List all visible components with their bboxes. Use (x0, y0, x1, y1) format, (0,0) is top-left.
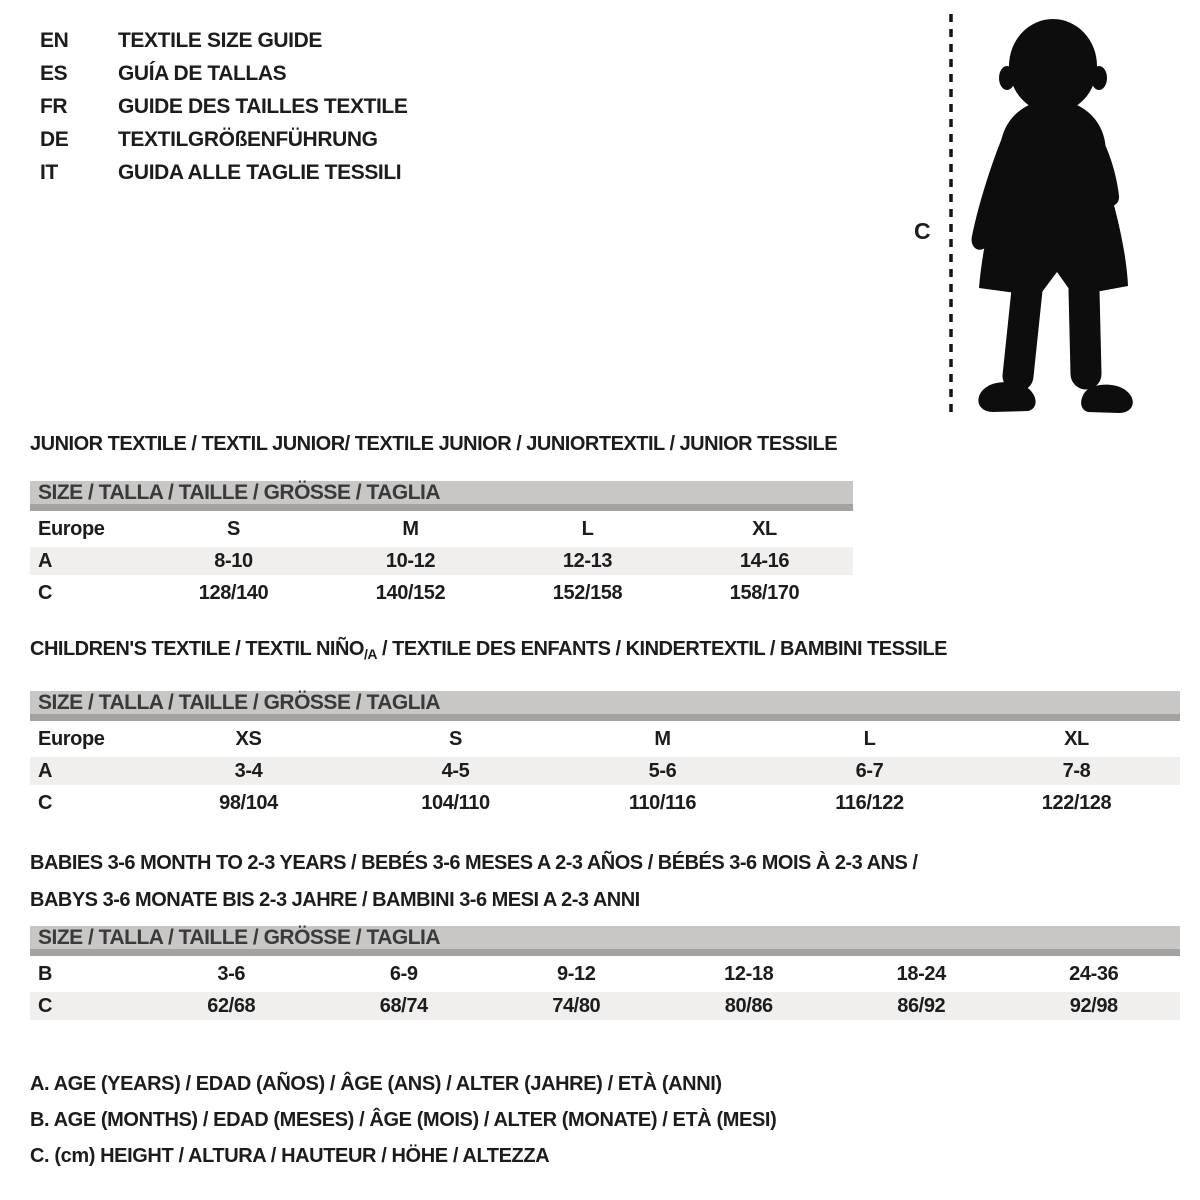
row-label: Europe (38, 727, 105, 750)
guide-title: TEXTILGRÖßENFÜHRUNG (118, 127, 378, 151)
cell: 18-24 (896, 962, 946, 985)
cell: 68/74 (379, 994, 428, 1017)
cell: 3-4 (234, 759, 263, 782)
row-label: C (38, 581, 53, 604)
row-label: C (38, 994, 53, 1017)
cell: 152/158 (552, 581, 623, 604)
table-row (30, 992, 1180, 1020)
cell: 74/80 (552, 994, 601, 1017)
cell: 92/98 (1069, 994, 1118, 1017)
cell: 10-12 (385, 549, 436, 572)
heading-line: BABIES 3-6 MONTH TO 2-3 YEARS / BEBÉS 3-6 MESES A 2-3 AÑOS / BÉBÉS 3-6 MOIS À 2-3 ANS / (30, 852, 918, 874)
table-row (30, 757, 1180, 785)
cell: 104/110 (421, 791, 490, 814)
table-row (30, 789, 1180, 817)
table-row (30, 515, 853, 543)
cell: 12-18 (724, 962, 774, 985)
cell: XL (752, 517, 777, 540)
cell: 62/68 (207, 994, 256, 1017)
row-label: B (38, 962, 53, 985)
cell: S (449, 727, 462, 750)
cell: XL (1064, 727, 1089, 750)
children-size-table (30, 691, 1180, 817)
babies-section-heading (30, 845, 917, 919)
height-measure-label: C (914, 218, 931, 244)
cell: 9-12 (557, 962, 596, 985)
junior-size-table (30, 481, 853, 607)
row-label: Europe (38, 517, 105, 540)
language-row (40, 123, 407, 156)
language-code: IT (40, 160, 58, 184)
measure-legend (30, 1066, 776, 1174)
cell: 6-9 (389, 962, 418, 985)
cell: 6-7 (855, 759, 884, 782)
row-label: C (38, 791, 53, 814)
language-code: FR (40, 94, 68, 118)
cell: 24-36 (1069, 962, 1119, 985)
language-code: DE (40, 127, 69, 151)
size-header-band: SIZE / TALLA / TAILLE / GRÖSSE / TAGLIA (30, 926, 1180, 956)
heading-text: CHILDREN'S TEXTILE / TEXTIL NIÑO (30, 638, 364, 660)
cell: 3-6 (217, 962, 246, 985)
guide-title: GUIDA ALLE TAGLIE TESSILI (118, 160, 402, 184)
cell: 122/128 (1041, 791, 1112, 814)
size-header-band: SIZE / TALLA / TAILLE / GRÖSSE / TAGLIA (30, 691, 1180, 721)
cell: 80/86 (724, 994, 773, 1017)
cell: 7-8 (1062, 759, 1091, 782)
language-code: ES (40, 61, 68, 85)
guide-title: GUÍA DE TALLAS (118, 61, 287, 85)
toddler-silhouette-icon (935, 8, 1190, 420)
cell: 128/140 (198, 581, 269, 604)
row-label: A (38, 549, 53, 572)
heading-line: BABYS 3-6 MONATE BIS 2-3 JAHRE / BAMBINI 3-6 MESI A 2-3 ANNI (30, 889, 640, 911)
cell: 116/122 (835, 791, 904, 814)
language-code: EN (40, 28, 69, 52)
cell: XS (235, 727, 262, 750)
guide-title: GUIDE DES TAILLES TEXTILE (118, 94, 408, 118)
language-title-list (40, 24, 407, 189)
cell: 4-5 (441, 759, 470, 782)
legend-line-b: B. AGE (MONTHS) / EDAD (MESES) / ÂGE (MOIS) / ALTER (MONATE) / ETÀ (MESI) (30, 1109, 777, 1131)
child-height-figure (910, 8, 1195, 422)
cell: M (654, 727, 671, 750)
table-row (30, 725, 1180, 753)
legend-line-c: C. (cm) HEIGHT / ALTURA / HAUTEUR / HÖHE / ALTEZZA (30, 1145, 550, 1167)
heading-text: / TEXTILE DES ENFANTS / KINDERTEXTIL / BAMBINI TESSILE (376, 638, 947, 660)
table-row (30, 579, 853, 607)
heading-subscript: /A (363, 646, 377, 662)
babies-size-table (30, 926, 1180, 1020)
size-header-band: SIZE / TALLA / TAILLE / GRÖSSE / TAGLIA (30, 481, 853, 511)
legend-line-a: A. AGE (YEARS) / EDAD (AÑOS) / ÂGE (ANS) / ALTER (JAHRE) / ETÀ (ANNI) (30, 1073, 722, 1095)
table-row (30, 547, 853, 575)
cell: 86/92 (897, 994, 946, 1017)
guide-title: TEXTILE SIZE GUIDE (118, 28, 322, 52)
cell: 98/104 (219, 791, 278, 814)
language-row (40, 57, 407, 90)
cell: 158/170 (729, 581, 800, 604)
table-row (30, 960, 1180, 988)
cell: L (581, 517, 594, 540)
cell: M (402, 517, 419, 540)
cell: L (863, 727, 876, 750)
cell: 140/152 (375, 581, 446, 604)
junior-section-heading: JUNIOR TEXTILE / TEXTIL JUNIOR/ TEXTILE JUNIOR / JUNIORTEXTIL / JUNIOR TESSILE (30, 433, 838, 455)
row-label: A (38, 759, 53, 782)
children-section-heading (30, 638, 947, 661)
language-row (40, 156, 407, 189)
language-row (40, 24, 407, 57)
cell: 5-6 (648, 759, 677, 782)
cell: S (227, 517, 240, 540)
cell: 8-10 (214, 549, 253, 572)
cell: 12-13 (562, 549, 613, 572)
cell: 110/116 (628, 791, 697, 814)
cell: 14-16 (739, 549, 790, 572)
language-row (40, 90, 407, 123)
